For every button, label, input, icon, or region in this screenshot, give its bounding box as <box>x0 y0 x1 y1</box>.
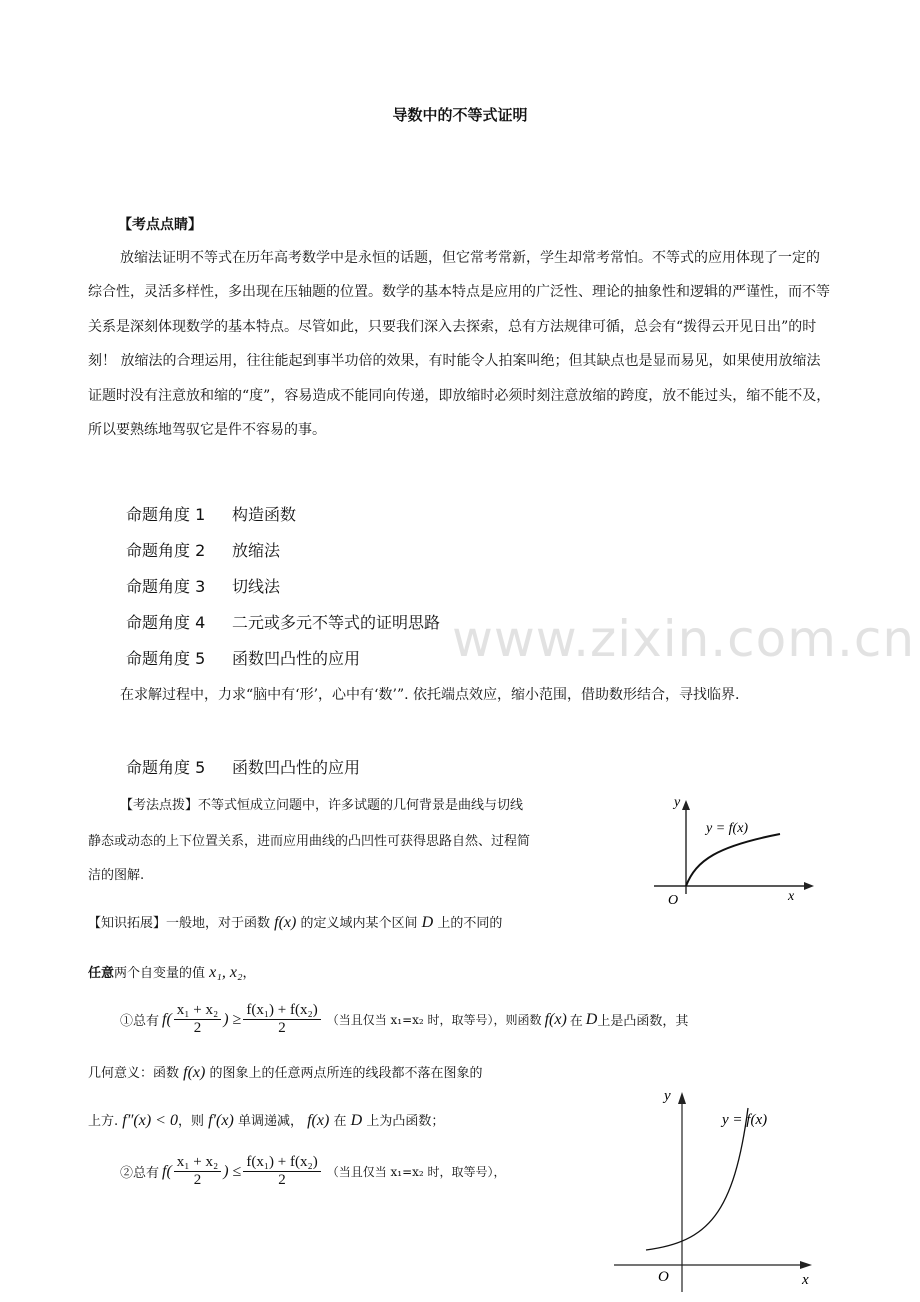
angle-label: 命题角度 3 <box>126 577 206 596</box>
fraction-right: $\frac{\text{f(x₁) + f(x₂)}}{2}$ <box>243 1154 320 1189</box>
convex-graph <box>612 1084 817 1298</box>
angle-label: 命题角度 5 <box>126 649 206 668</box>
angle-label: 命题角度 1 <box>126 505 206 524</box>
angle-item-5-repeat <box>126 755 360 778</box>
angle-item-3 <box>126 574 280 597</box>
item1-meaning: 几何意义：函数 f(x) 的图象上的任意两点所连的线段都不落在图象的 <box>88 1064 483 1081</box>
y-axis-arrow-icon <box>682 800 690 810</box>
convex-curve <box>646 1108 748 1250</box>
y-axis-arrow-icon <box>678 1092 686 1104</box>
fraction-right: $\frac{\text{f(x₁) + f(x₂)}}{2}$ <box>243 1002 320 1037</box>
y-axis-label: y <box>664 1088 671 1104</box>
item1-formula: ①总有 f( $\frac{\text{x₁ + x₂}}{2}$ ) ≥ $\frac{\text{f(x₁) + f(x₂)}}{2}$ （当且仅当 x₁=x₂ 时，取等号），则函数 f(x) 在 D 上是凸函数，其 <box>120 1002 689 1036</box>
origin-label: O <box>668 893 679 908</box>
watermark: www.zixin.com.cn <box>452 610 916 668</box>
item1-condition: 上方. f″(x) < 0，则 f′(x) 单调递减， f(x) 在 D 上为凸函数； <box>88 1112 445 1129</box>
y-axis-label: y <box>674 795 681 810</box>
strategy-text: 在求解过程中，力求“脑中有‘形’，心中有‘数’”. 依托端点效应，缩小范围，借助数形结合，寻找临界. <box>120 687 740 703</box>
page-title: 导数中的不等式证明 <box>392 106 528 124</box>
section-header: 【考点点睛】 <box>118 217 202 233</box>
origin-label: O <box>658 1269 669 1285</box>
angle-text: 二元或多元不等式的证明思路 <box>232 613 441 632</box>
angle-text: 函数凹凸性的应用 <box>232 649 361 668</box>
angle-item-2 <box>126 538 280 561</box>
method-tip-line2: 静态或动态的上下位置关系，进而应用曲线的凸凹性可获得思路自然、过程简 <box>88 834 531 849</box>
fraction-left: $\frac{\text{x₁ + x₂}}{2}$ <box>174 1002 221 1037</box>
fraction-left: $\frac{\text{x₁ + x₂}}{2}$ <box>174 1154 221 1189</box>
method-tip-line1: 【考法点拨】不等式恒成立问题中，许多试题的几何背景是曲线与切线 <box>120 798 524 813</box>
strategy-paragraph <box>88 678 833 712</box>
method-tip-line3: 洁的图解. <box>88 868 145 883</box>
math-vars: x₁, x₂ <box>209 964 243 981</box>
angle-item-4 <box>126 610 440 633</box>
x-axis-label: x <box>802 1272 809 1288</box>
intro-paragraph <box>88 241 833 447</box>
knowledge-line1: 【知识拓展】一般地，对于函数 f(x) 的定义域内某个区间 D 上的不同的 <box>88 914 503 931</box>
math-fx: f(x) <box>274 914 297 931</box>
x-axis-arrow-icon <box>804 882 814 890</box>
intro-text: 放缩法证明不等式在历年高考数学中是永恒的话题，但它常考常新，学生却常考常怕。不等式的应用体现了一定的综合性，灵活多样性，多出现在压轴题的位置。数学的基本特点是应用的广泛性、理论的抽象性和逻辑的严谨性，而不等关系是深刻体现数学的基本特点。尽管如此，只要我们深入去探索，总有方法规律可循，总会有“拨得云开见日出”的时刻！ 放缩法的合理运用，往往能起到事半功倍的效果，有时能令人拍案叫绝；但其缺点也是显而易见，如果使用放缩法证题时没有注意放和缩的“度”，容易造成不能同向传递，即放缩时必须时刻注意放缩的跨度，放不能过头，缩不能不及，所以要熟练地驾驭它是件不容易的事。 <box>88 250 831 439</box>
angle-item-1 <box>126 502 296 525</box>
concave-curve <box>686 834 780 886</box>
math-D: D <box>421 914 434 931</box>
x-axis-arrow-icon <box>800 1261 812 1269</box>
angle-label: 命题角度 5 <box>126 758 206 777</box>
curve-label: y = f(x) <box>722 1112 768 1128</box>
angle-text: 放缩法 <box>232 541 281 560</box>
angle-label: 命题角度 2 <box>126 541 206 560</box>
item2-formula: ②总有 f( $\frac{\text{x₁ + x₂}}{2}$ ) ≤ $\frac{\text{f(x₁) + f(x₂)}}{2}$ （当且仅当 x₁=x₂ 时，取等号）， <box>120 1154 506 1188</box>
x-axis-label: x <box>788 889 795 904</box>
angle-text: 切线法 <box>232 577 281 596</box>
concave-graph <box>650 790 820 908</box>
angle-text: 函数凹凸性的应用 <box>232 758 361 777</box>
knowledge-line2: 任意两个自变量的值 x₁, x₂， <box>88 964 256 981</box>
angle-label: 命题角度 4 <box>126 613 206 632</box>
curve-label: y = f(x) <box>706 821 749 836</box>
angle-item-5 <box>126 646 360 669</box>
angle-text: 构造函数 <box>232 505 297 524</box>
